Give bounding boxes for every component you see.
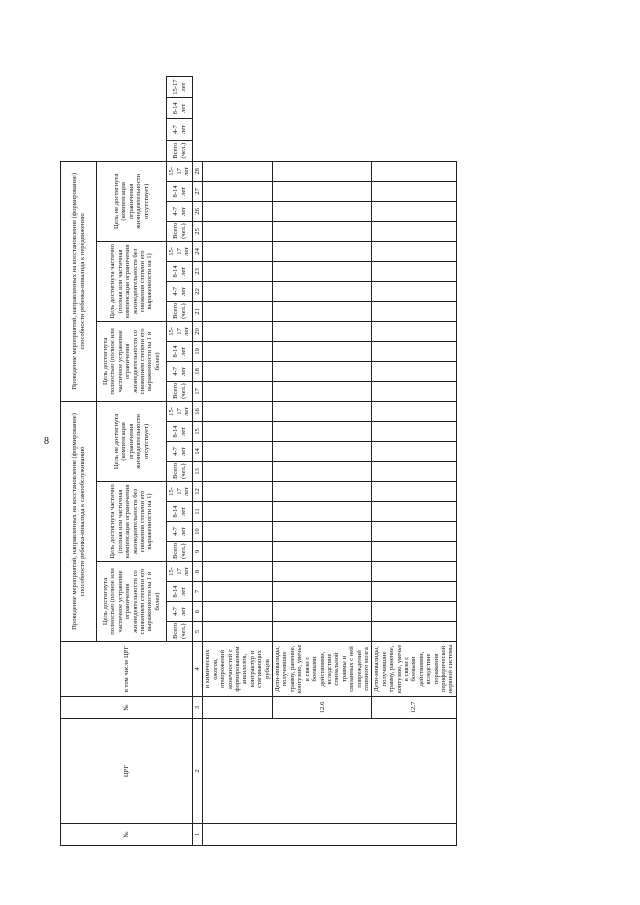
header-age: 4-7 лет [167, 361, 193, 381]
header-b-goal-partial: Цель достигнута частично (полная или частичная компенсация ограничения жизнедеятельности без снижения степени его выраженности на 1) [97, 241, 167, 321]
empty-cell [273, 422, 372, 442]
column-number: 28 [193, 161, 203, 181]
empty-cell [203, 381, 273, 401]
empty-cell [273, 241, 372, 261]
empty-cell [372, 502, 456, 522]
column-number: 2 [193, 719, 203, 824]
column-number: 5 [193, 622, 203, 642]
header-age: 8-14 лет [167, 422, 193, 442]
header-total: Всего (чел.) [167, 622, 193, 642]
empty-cell [203, 582, 273, 602]
header-age: 8-14 лет [167, 502, 193, 522]
empty-cell [273, 181, 372, 201]
column-number: 7 [193, 582, 203, 602]
column-number: 27 [193, 181, 203, 201]
header-age: 4-7 лет [167, 281, 193, 301]
header-b-goal-full: Цель достигнута полностью (полное или частичное устранение ограничения жизнедеятельности со снижением степени его выраженности на 1 и более) [97, 321, 167, 401]
column-number: 16 [193, 401, 203, 421]
column-number: 18 [193, 361, 203, 381]
empty-cell [203, 622, 273, 642]
empty-cell [203, 422, 273, 442]
header-age: 15-17 лет [167, 241, 193, 261]
header-a-goal-none: Цель не достигнута (компенсация ограничения жизнедеятельности отсутствует) [97, 401, 167, 481]
header-age: 15-17 лет [167, 321, 193, 341]
empty-cell [372, 221, 456, 241]
column-number: 10 [193, 522, 203, 542]
empty-cell [273, 201, 372, 221]
column-number: 15 [193, 422, 203, 442]
header-age: 8-14 лет [167, 98, 193, 119]
header-row-1 [61, 77, 97, 846]
empty-cell [372, 201, 456, 221]
empty-cell [372, 542, 456, 562]
header-age: 15-17 лет [167, 161, 193, 181]
empty-cell [273, 482, 372, 502]
empty-cell [203, 482, 273, 502]
header-age: 4-7 лет [167, 602, 193, 622]
empty-cell [203, 462, 273, 482]
header-age: 4-7 лет [167, 119, 193, 140]
column-number: 13 [193, 462, 203, 482]
empty-cell [372, 241, 456, 261]
column-number: 26 [193, 201, 203, 221]
cell-crg-merged [203, 719, 456, 824]
empty-cell [372, 281, 456, 301]
column-number: 9 [193, 542, 203, 562]
header-age: 8-14 лет [167, 261, 193, 281]
column-number: 11 [193, 502, 203, 522]
header-age: 15-17 лет [167, 562, 193, 582]
column-number: 8 [193, 562, 203, 582]
header-total: Всего (чел.) [167, 301, 193, 321]
column-number: 22 [193, 281, 203, 301]
header-incl: в том числе ЦРГ [61, 642, 193, 697]
empty-cell [273, 341, 372, 361]
header-group-movement: Проведение мероприятий, направленных на восстановление (формирование) способности ребенка-инвалида к передвижению [61, 161, 97, 401]
empty-cell [273, 301, 372, 321]
empty-cell [372, 622, 456, 642]
empty-cell [273, 462, 372, 482]
header-age: 15-17 лет [167, 482, 193, 502]
column-number: 17 [193, 381, 203, 401]
empty-cell [203, 401, 273, 421]
empty-cell [372, 401, 456, 421]
header-age: 4-7 лет [167, 522, 193, 542]
empty-cell [372, 181, 456, 201]
page-number: 8 [44, 436, 49, 447]
column-number: 19 [193, 341, 203, 361]
column-number: 25 [193, 221, 203, 241]
empty-cell [273, 502, 372, 522]
cell-no-merged [203, 824, 456, 846]
header-a-goal-full: Цель достигнута полностью (полное или частичное устранение ограничения жизнедеятельности со снижением степени его выраженности на 1 и более) [97, 562, 167, 642]
empty-cell [203, 161, 273, 181]
empty-cell [203, 261, 273, 281]
row-label: Дети-инвалиды, получившие травму, ранение, контузию, увечье в связи с боевыми действиями, вследствие спинальной травмы и связанных с ней повреждений спинного мозга [273, 642, 372, 697]
empty-cell [273, 261, 372, 281]
empty-cell [273, 321, 372, 341]
header-age: 8-14 лет [167, 582, 193, 602]
header-b-goal-none: Цель не достигнута (компенсация ограничения жизнедеятельности отсутствует) [97, 161, 167, 241]
empty-cell [372, 602, 456, 622]
column-number: 4 [193, 642, 203, 697]
empty-cell [273, 522, 372, 542]
empty-cell [203, 241, 273, 261]
empty-cell [372, 462, 456, 482]
column-number-row [193, 77, 203, 846]
row-number: 12.6 [273, 697, 372, 719]
header-group-selfcare: Проведение мероприятий, направленных на восстановление (формирование) способности ребенка-инвалида к самообслуживанию [61, 401, 97, 641]
empty-cell [203, 522, 273, 542]
empty-cell [273, 381, 372, 401]
header-crg: ЦРГ [61, 719, 193, 824]
header-total: Всего (чел.) [167, 140, 193, 161]
data-row-1 [203, 77, 273, 846]
empty-cell [372, 341, 456, 361]
column-number: 21 [193, 301, 203, 321]
header-total: Всего (чел.) [167, 221, 193, 241]
empty-cell [273, 401, 372, 421]
column-number: 1 [193, 824, 203, 846]
row-label: Дети-инвалиды, получившие травму, ранение, контузию, увечье в связи с боевыми действиями, вследствие поражения периферической нервной системы [372, 642, 456, 697]
header-total: Всего (чел.) [167, 462, 193, 482]
column-number: 20 [193, 321, 203, 341]
header-age: 8-14 лет [167, 181, 193, 201]
empty-cell [273, 562, 372, 582]
report-table [60, 76, 457, 846]
column-number: 24 [193, 241, 203, 261]
empty-cell [203, 341, 273, 361]
row-label: и химических ожогов, отморожений конечностей с формированием анкилозов, контрактур и стягивающих рубцов [203, 642, 273, 697]
column-number: 23 [193, 261, 203, 281]
header-age: 4-7 лет [167, 201, 193, 221]
empty-cell [203, 181, 273, 201]
empty-cell [372, 301, 456, 321]
empty-cell [372, 261, 456, 281]
header-age: 8-14 лет [167, 341, 193, 361]
empty-cell [203, 502, 273, 522]
header-a-goal-partial: Цель достигнута частично (полная или частичная компенсация ограничения жизнедеятельности без снижения степени его выраженности на 1) [97, 482, 167, 562]
empty-cell [372, 161, 456, 181]
empty-cell [273, 161, 372, 181]
header-age: 15-17 лет [167, 401, 193, 421]
empty-cell [203, 542, 273, 562]
empty-cell [372, 321, 456, 341]
header-total: Всего (чел.) [167, 542, 193, 562]
empty-cell [203, 301, 273, 321]
empty-cell [273, 361, 372, 381]
empty-cell [273, 582, 372, 602]
column-number: 6 [193, 602, 203, 622]
empty-cell [273, 622, 372, 642]
empty-cell [203, 221, 273, 241]
empty-cell [273, 221, 372, 241]
empty-cell [372, 562, 456, 582]
empty-cell [203, 562, 273, 582]
header-sub-no: № [61, 697, 193, 719]
empty-cell [372, 522, 456, 542]
empty-cell [372, 482, 456, 502]
empty-cell [273, 602, 372, 622]
empty-cell [372, 361, 456, 381]
empty-cell [203, 201, 273, 221]
empty-cell [372, 381, 456, 401]
empty-cell [203, 361, 273, 381]
row-number: 12.7 [372, 697, 456, 719]
row-number [203, 697, 273, 719]
empty-cell [203, 602, 273, 622]
empty-cell [372, 582, 456, 602]
empty-cell [372, 442, 456, 462]
header-total: Всего (чел.) [167, 381, 193, 401]
header-no: № [61, 824, 193, 846]
column-number: 12 [193, 482, 203, 502]
header-age: 4-7 лет [167, 442, 193, 462]
empty-cell [273, 442, 372, 462]
empty-cell [372, 422, 456, 442]
rotated-table-container [60, 76, 455, 846]
empty-cell [273, 281, 372, 301]
empty-cell [273, 542, 372, 562]
column-number: 3 [193, 697, 203, 719]
empty-cell [203, 281, 273, 301]
column-number: 14 [193, 442, 203, 462]
empty-cell [203, 321, 273, 341]
empty-cell [203, 442, 273, 462]
header-age: 15-17 лет [167, 77, 193, 98]
